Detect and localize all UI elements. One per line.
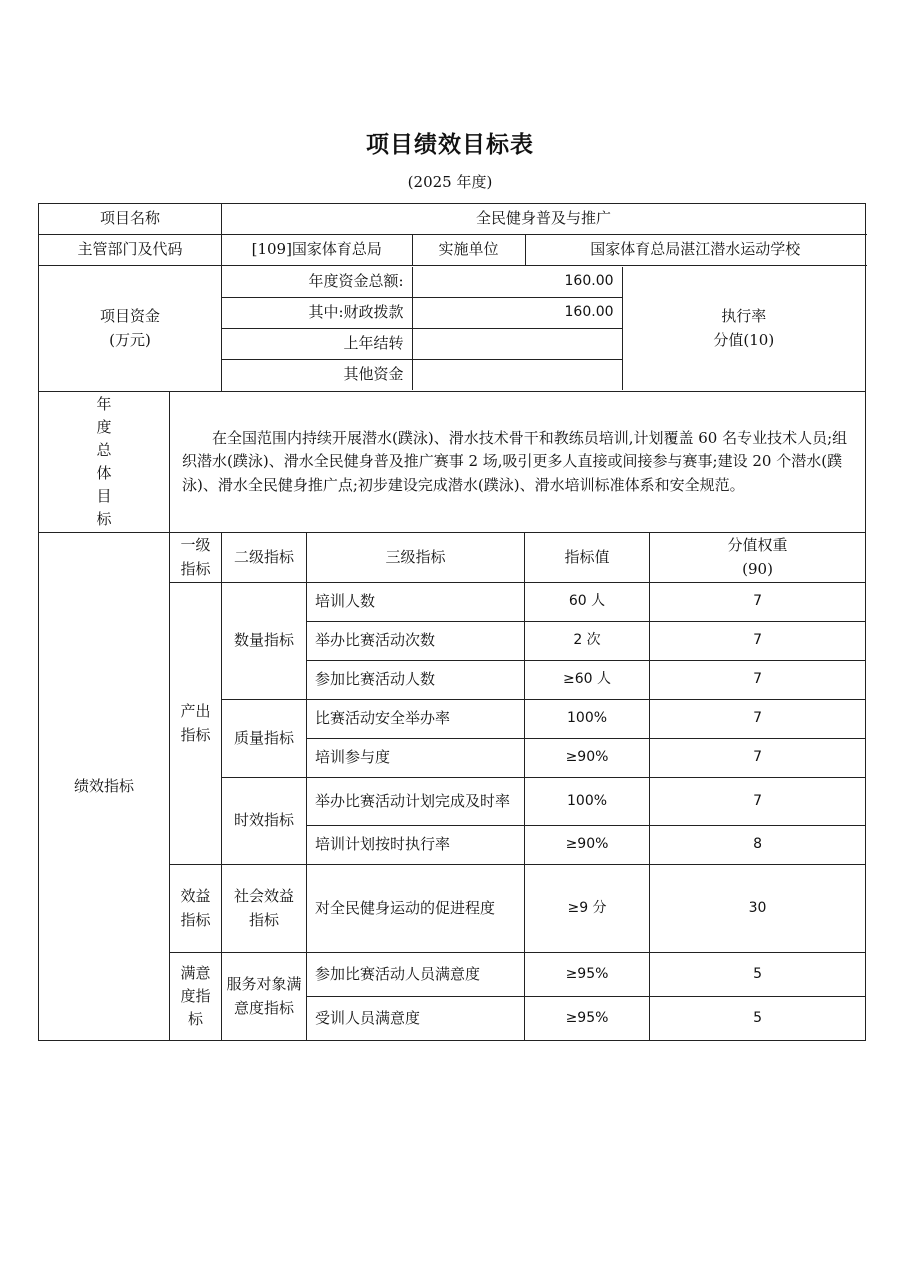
indicator-value: ≥90% xyxy=(525,826,650,865)
indicator-weight: 5 xyxy=(650,953,866,997)
goal-label-char: 标 xyxy=(96,510,112,528)
other-funds-label: 其他资金 xyxy=(222,360,412,391)
indicator-weight: 8 xyxy=(650,826,866,865)
other-funds-value xyxy=(412,360,622,391)
year-subtitle: (2025 年度) xyxy=(407,173,493,191)
carryover-value xyxy=(412,329,622,360)
indicator-weight: 7 xyxy=(650,622,866,661)
implementing-unit-label: 实施单位 xyxy=(412,235,525,265)
performance-target-table xyxy=(38,203,866,1041)
goal-label-char: 体 xyxy=(96,464,112,482)
weight-header-label: 分值权重 xyxy=(727,536,788,555)
indicator-name: 举办比赛活动计划完成及时率 xyxy=(307,778,525,826)
page-title: 项目绩效目标表 xyxy=(366,132,534,158)
indicator-value: 60 人 xyxy=(525,583,650,622)
indicator-value: ≥90% xyxy=(525,739,650,778)
annual-goal-row xyxy=(39,392,866,533)
funds-label xyxy=(39,266,222,392)
service-satisfaction-indicator-label: 服务对象满意度指标 xyxy=(222,953,307,1041)
indicator-weight: 7 xyxy=(650,739,866,778)
indicator-name: 培训参与度 xyxy=(307,739,525,778)
total-funds-label: 年度资金总额: xyxy=(222,267,412,298)
carryover-label: 上年结转 xyxy=(222,329,412,360)
indicator-name: 参加比赛活动人数 xyxy=(307,661,525,700)
level3-header: 三级指标 xyxy=(307,533,525,583)
indicator-value: 100% xyxy=(525,778,650,826)
fiscal-funds-value: 160.00 xyxy=(412,298,622,329)
indicator-name: 受训人员满意度 xyxy=(307,997,525,1041)
goal-label-char: 总 xyxy=(96,441,112,459)
indicator-name: 对全民健身运动的促进程度 xyxy=(307,865,525,953)
indicator-name: 培训计划按时执行率 xyxy=(307,826,525,865)
execution-rate-cell xyxy=(622,267,865,390)
indicator-value: ≥95% xyxy=(525,997,650,1041)
quantity-indicator-label: 数量指标 xyxy=(222,583,307,700)
indicator-weight: 5 xyxy=(650,997,866,1041)
indicator-weight: 7 xyxy=(650,778,866,826)
department-label: 主管部门及代码 xyxy=(39,235,222,266)
benefit-indicator-label: 效益指标 xyxy=(170,865,222,953)
execution-rate-score: 分值(10) xyxy=(713,330,775,349)
indicator-header-row xyxy=(39,533,866,583)
fiscal-funds-label: 其中:财政拨款 xyxy=(222,298,412,329)
project-name-label: 项目名称 xyxy=(39,204,222,235)
indicator-weight: 7 xyxy=(650,583,866,622)
social-benefit-indicator-label: 社会效益指标 xyxy=(222,865,307,953)
quality-indicator-label: 质量指标 xyxy=(222,700,307,778)
performance-indicators-label: 绩效指标 xyxy=(39,533,170,1041)
total-funds-value: 160.00 xyxy=(412,267,622,298)
indicator-name: 比赛活动安全举办率 xyxy=(307,700,525,739)
execution-rate-label: 执行率 xyxy=(721,307,767,326)
indicator-value: ≥60 人 xyxy=(525,661,650,700)
goal-label-char: 年 xyxy=(96,395,112,413)
indicator-weight: 30 xyxy=(650,865,866,953)
satisfaction-indicator-label: 满意度指标 xyxy=(170,953,222,1041)
indicator-value: 100% xyxy=(525,700,650,739)
department-row xyxy=(39,235,866,266)
output-indicator-label: 产出指标 xyxy=(170,583,222,865)
value-header: 指标值 xyxy=(525,533,650,583)
level2-header: 二级指标 xyxy=(222,533,307,583)
indicator-name: 培训人数 xyxy=(307,583,525,622)
indicator-value: ≥95% xyxy=(525,953,650,997)
annual-goal-label xyxy=(39,392,170,533)
project-name-row xyxy=(39,204,866,235)
implementing-unit-value: 国家体育总局湛江潜水运动学校 xyxy=(590,240,801,259)
goal-label-char: 度 xyxy=(96,418,112,436)
project-name-value: 全民健身普及与推广 xyxy=(222,204,866,235)
indicator-weight: 7 xyxy=(650,661,866,700)
timeliness-indicator-label: 时效指标 xyxy=(222,778,307,865)
indicator-name: 参加比赛活动人员满意度 xyxy=(307,953,525,997)
annual-goal-text: 在全国范围内持续开展潜水(蹼泳)、滑水技术骨干和教练员培训,计划覆盖 60 名专业技术人员;组织潜水(蹼泳)、滑水全民健身普及推广赛事 2 场,吸引更多人直接或间接参与赛事;建设 20 个潜水(蹼泳)、滑水全民健身推广点;初步建设完成潜水(蹼泳)、滑水培训标准体系和安全规范。 xyxy=(170,392,866,533)
goal-label-char: 目 xyxy=(96,487,112,505)
indicator-name: 举办比赛活动次数 xyxy=(307,622,525,661)
weight-header-total: (90) xyxy=(742,559,773,578)
funds-title: 项目资金 xyxy=(100,307,161,326)
weight-header xyxy=(650,533,866,583)
department-value: [109]国家体育总局 xyxy=(222,235,412,265)
funds-unit: (万元) xyxy=(109,330,151,349)
level1-header: 一级指标 xyxy=(170,533,222,583)
indicator-value: ≥9 分 xyxy=(525,865,650,953)
indicator-value: 2 次 xyxy=(525,622,650,661)
funds-row xyxy=(39,266,866,392)
indicator-weight: 7 xyxy=(650,700,866,739)
